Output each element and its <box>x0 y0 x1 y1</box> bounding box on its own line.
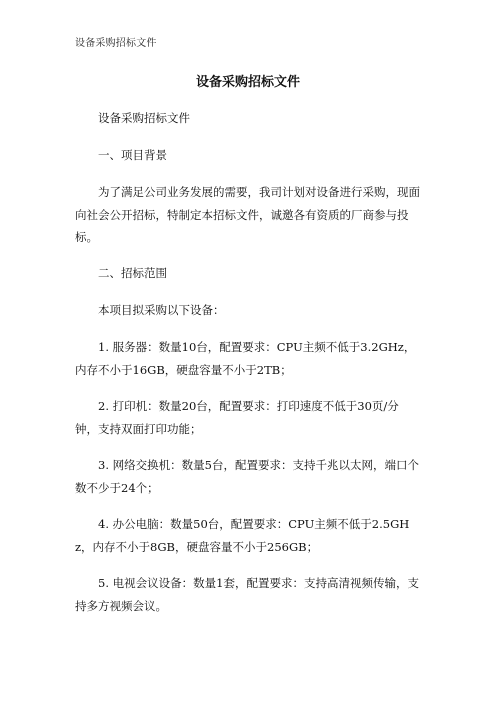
paragraph-subtitle: 设备采购招标文件 <box>98 111 190 125</box>
running-header: 设备采购招标文件 <box>75 38 157 49</box>
list-item-pc: 4. 办公电脑：数量50台，配置要求：CPU主频不低于2.5GHz，内存不小于8GB，硬盘容量不小于256GB； <box>75 517 410 554</box>
document-title: 设备采购招标文件 <box>195 75 300 90</box>
list-item-printer: 2. 打印机：数量20台，配置要求：打印速度不低于30页/分钟，支持双面打印功能； <box>75 399 399 436</box>
list-item-server: 1. 服务器：数量10台，配置要求：CPU主频不低于3.2GHz，内存不小于16GB，硬盘容量不小于2TB； <box>75 340 416 377</box>
paragraph-scope-intro: 本项目拟采购以下设备： <box>98 303 225 317</box>
section-heading-scope: 二、招标范围 <box>98 266 167 280</box>
paragraph-background: 为了满足公司业务发展的需要，我司计划对设备进行采购，现面向社会公开招标，特制定本招标文件，诚邀各有资质的厂商参与投标。 <box>75 185 420 244</box>
section-heading-background: 一、项目背景 <box>98 148 167 162</box>
list-item-switch: 3. 网络交换机：数量5台，配置要求：支持千兆以太网，端口个数不少于24个； <box>75 458 419 495</box>
list-item-video-conference: 5. 电视会议设备：数量1套，配置要求：支持高清视频传输，支持多方视频会议。 <box>75 576 419 613</box>
